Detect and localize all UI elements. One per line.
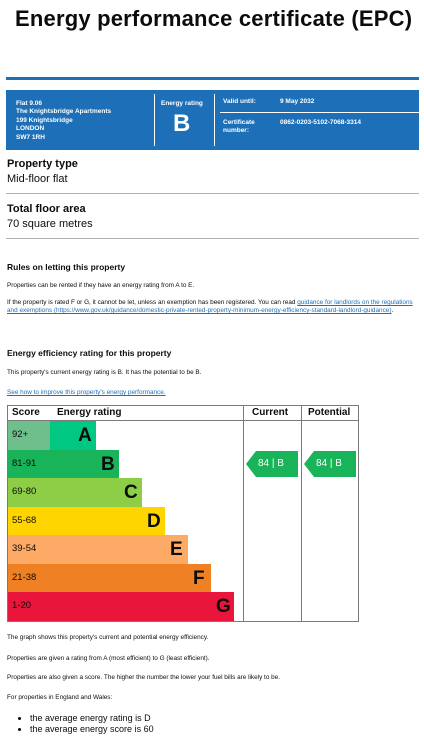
list-item: • the average energy rating is D bbox=[30, 713, 154, 724]
floor-area-label: Total floor area bbox=[7, 203, 86, 215]
certificate-number-value: 0862-0203-5102-7068-3314 bbox=[280, 119, 361, 126]
band-letter-f: F bbox=[193, 567, 205, 589]
banner-divider bbox=[154, 94, 155, 146]
column-divider bbox=[301, 406, 302, 621]
banner-row-divider bbox=[220, 112, 419, 113]
band-letter-b: B bbox=[101, 453, 115, 475]
band-score-f: 21-38 bbox=[8, 564, 50, 593]
current-header: Current bbox=[252, 407, 289, 418]
current-rating-marker-label: 84 | B bbox=[258, 457, 284, 469]
divider bbox=[6, 238, 419, 239]
property-address: Flat 9.06 The Knightsbridge Apartments 199 Knightsbridge LONDON SW7 1RH bbox=[16, 100, 112, 141]
epc-summary-banner bbox=[6, 90, 419, 150]
potential-rating-marker-label: 84 | B bbox=[316, 457, 342, 469]
band-letter-d: D bbox=[147, 510, 161, 532]
band-bar-e bbox=[50, 535, 188, 564]
score-header: Score bbox=[12, 407, 40, 418]
efficiency-heading: Energy efficiency rating for this property bbox=[7, 348, 172, 358]
valid-until-label: Valid until: bbox=[223, 98, 256, 105]
rules-paragraph-1: Properties can be rented if they have an energy rating from A to E. bbox=[7, 282, 195, 289]
property-type-value: Mid-floor flat bbox=[7, 173, 68, 185]
band-score-b: 81-91 bbox=[8, 450, 50, 479]
averages-list bbox=[22, 713, 154, 735]
note-score: Properties are also given a score. The higher the number the lower your fuel bills are likely to be. bbox=[7, 674, 281, 681]
band-letter-a: A bbox=[78, 425, 92, 446]
valid-until-value: 9 May 2032 bbox=[280, 98, 315, 105]
certificate-number-label: Certificate number: bbox=[223, 119, 255, 134]
page-title: Energy performance certificate (EPC) bbox=[15, 6, 413, 31]
energy-rating-chart bbox=[7, 405, 359, 622]
band-score-e: 39-54 bbox=[8, 535, 50, 564]
landlord-guidance-link[interactable]: guidance for landlords on the regulations and exemptions (https://www.gov.uk/guidance/domestic-private-rented-property-minimum-energy-efficiency-standard-landlord-guidance) bbox=[7, 299, 413, 315]
energy-rating-label: Energy rating bbox=[161, 100, 203, 107]
note-england-wales: For properties in England and Wales: bbox=[7, 694, 113, 701]
band-score-g: 1-20 bbox=[8, 592, 50, 621]
band-score-a: 92+ bbox=[8, 421, 50, 450]
divider bbox=[6, 193, 419, 194]
band-letter-e: E bbox=[170, 539, 183, 560]
band-score-c: 69-80 bbox=[8, 478, 50, 507]
current-rating-marker bbox=[246, 451, 298, 477]
rules-paragraph-2: If the property is rated F or G, it cannot be let, unless an exemption has been registered. You can read guidance for landlords on the regulations and exemptions (https://www.gov.uk/guidance/domestic-private-rented-property-minimum-energy-efficiency-standard-landlord-guidance). bbox=[7, 299, 413, 315]
rules-heading: Rules on letting this property bbox=[7, 262, 126, 272]
band-bar-g bbox=[50, 592, 234, 621]
energy-rating-value: B bbox=[173, 110, 191, 137]
floor-area-value: 70 square metres bbox=[7, 218, 93, 230]
potential-header: Potential bbox=[308, 407, 351, 418]
note-rating-scale: Properties are given a rating from A (most efficient) to G (least efficient). bbox=[7, 655, 210, 662]
list-item: • the average energy score is 60 bbox=[30, 724, 154, 735]
improve-performance-link[interactable]: See how to improve this property's energy performance. bbox=[7, 389, 166, 396]
band-bar-f bbox=[50, 564, 211, 593]
band-letter-c: C bbox=[124, 482, 138, 503]
property-type-label: Property type bbox=[7, 158, 78, 170]
efficiency-paragraph: This property's current energy rating is B. It has the potential to be B. bbox=[7, 369, 202, 376]
note-graph: The graph shows this property's current and potential energy efficiency. bbox=[7, 634, 209, 641]
band-letter-g: G bbox=[216, 596, 231, 617]
title-underline bbox=[6, 77, 419, 80]
potential-rating-marker bbox=[304, 451, 356, 477]
energy-rating-header: Energy rating bbox=[57, 407, 122, 418]
banner-divider bbox=[214, 94, 215, 146]
column-divider bbox=[243, 406, 244, 621]
band-score-d: 55-68 bbox=[8, 507, 50, 536]
